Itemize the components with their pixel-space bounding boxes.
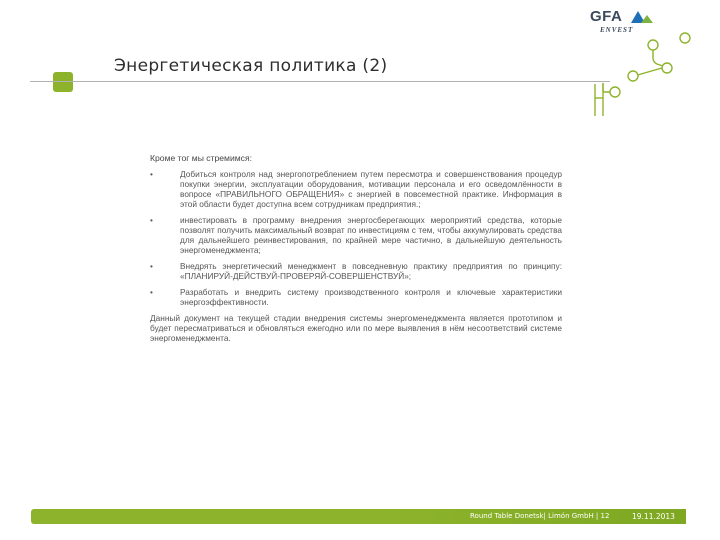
title-underline xyxy=(30,81,610,82)
bullet-marker: • xyxy=(150,261,153,271)
decorative-circuit-graphic xyxy=(585,28,695,118)
list-item-text: инвестировать в программу внедрения энергосберегающих мероприятий средства, которые позволят получить максимальный возврат по инвестициям с тем, чтобы аккумулировать средства для дальнейшего реинвестирования, по крайней мере частично, в дальнейшую деятельность энергоменеджмента; xyxy=(180,215,562,255)
bullet-marker: • xyxy=(150,287,153,297)
footer-date: 19.11.2013 xyxy=(632,512,675,521)
list-item xyxy=(150,215,562,255)
list-item xyxy=(150,261,562,281)
bullet-marker: • xyxy=(150,215,153,225)
list-item xyxy=(150,287,562,307)
logo-subtitle: ENVEST xyxy=(600,26,634,34)
document-excerpt xyxy=(150,153,562,383)
list-item xyxy=(150,169,562,209)
list-item-text: Разработать и внедрить систему производственного контроля и ключевые характеристики энергоэффективности. xyxy=(180,287,562,307)
document-intro: Кроме тог мы стремимся: xyxy=(150,153,253,163)
title-square-marker xyxy=(53,72,73,92)
document-closing-paragraph: Данный документ на текущей стадии внедрения системы энергоменеджмента является прототипом и будет пересматриваться и обновляться ежегодно или по мере выявления в нём несоответствий системе энергоменеджмента. xyxy=(150,313,562,343)
list-item-text: Внедрять энергетический менеджмент в повседневную практику предприятия по принципу: «ПЛАНИРУЙ-ДЕЙСТВУЙ-ПРОВЕРЯЙ-СОВЕРШЕНСТВУЙ»; xyxy=(180,261,562,281)
footer-text: Round Table Donetsk| Limón GmbH | 12 xyxy=(470,512,610,520)
bullet-marker: • xyxy=(150,169,153,179)
list-item-text: Добиться контроля над энергопотреблением путем пересмотра и совершенствования процедур покупки энергии, эксплуатации оборудования, мотивации персонала и его осведомлённости в вопросе «ПРАВИЛЬНОГО ОБРАЩЕНИЯ» с энергией в повсеместной практике. Информация в этой области будет доступна всем сотрудникам предприятия.; xyxy=(180,169,562,209)
logo-name: GFA xyxy=(590,8,623,25)
logo-triangle-green-icon xyxy=(641,15,653,23)
slide-title: Энергетическая политика (2) xyxy=(114,56,388,76)
